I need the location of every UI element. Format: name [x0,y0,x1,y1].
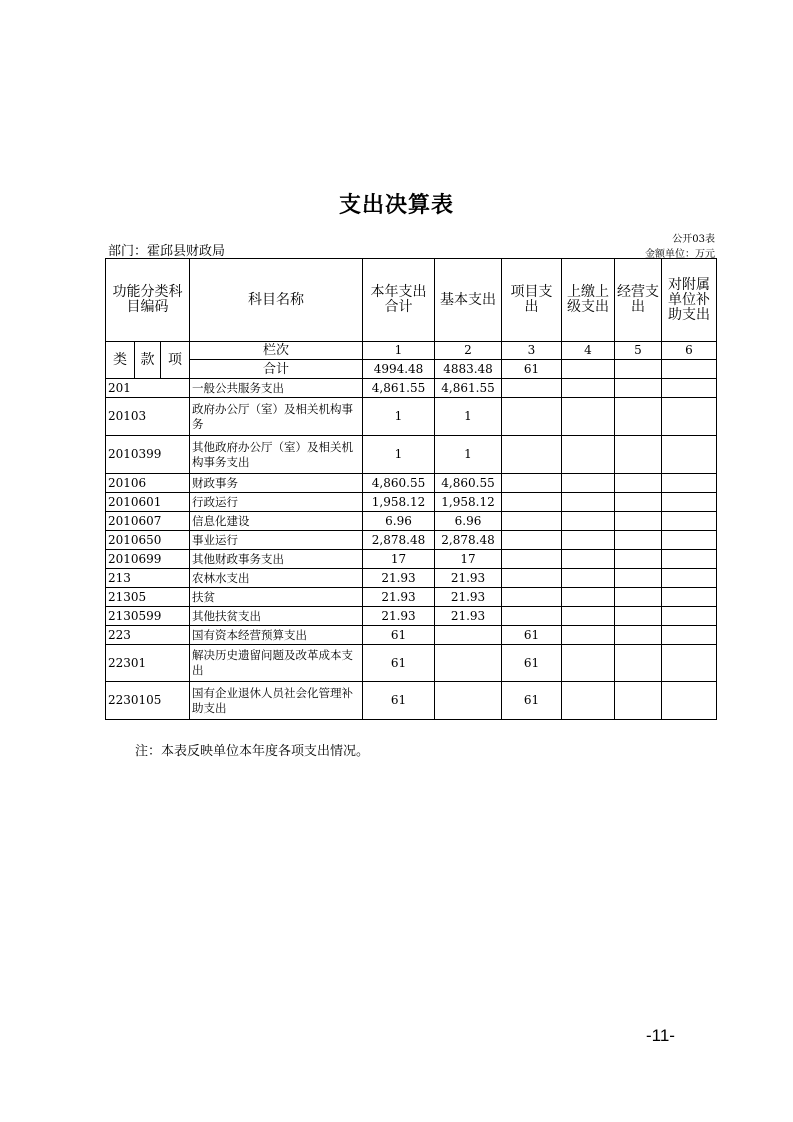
table-row [106,569,717,588]
row-business [615,436,662,474]
table-row [106,474,717,493]
row-code: 223 [106,626,190,645]
row-business [615,512,662,531]
row-name: 一般公共服务支出 [190,379,363,398]
col-num-4: 4 [562,342,615,360]
row-name: 国有企业退休人员社会化管理补助支出 [190,682,363,720]
header-project: 项目支出 [502,259,562,342]
table-row [106,682,717,720]
sum-business [615,360,662,379]
row-project [502,436,562,474]
header-basic: 基本支出 [435,259,502,342]
row-total: 61 [363,626,435,645]
row-basic: 4,861.55 [435,379,502,398]
row-subsidy [662,626,717,645]
department-label: 部门：霍邱县财政局 [108,244,226,259]
sum-subsidy [662,360,717,379]
row-basic: 1,958.12 [435,493,502,512]
table-row [106,626,717,645]
row-total: 2,878.48 [363,531,435,550]
row-total: 1 [363,398,435,436]
row-project: 61 [502,626,562,645]
row-code: 213 [106,569,190,588]
row-upper [562,645,615,682]
table-row [106,531,717,550]
row-subsidy [662,531,717,550]
row-basic: 2,878.48 [435,531,502,550]
row-name: 扶贫 [190,588,363,607]
row-upper [562,493,615,512]
row-subsidy [662,512,717,531]
col-num-6: 6 [662,342,717,360]
row-subsidy [662,436,717,474]
form-number: 公开03表 [672,234,715,245]
row-subsidy [662,607,717,626]
header-code-group: 功能分类科目编码 [106,259,190,342]
col-num-5: 5 [615,342,662,360]
row-project [502,588,562,607]
row-upper [562,398,615,436]
row-business [615,645,662,682]
row-code: 21305 [106,588,190,607]
table-row [106,607,717,626]
row-basic: 1 [435,436,502,474]
col-num-2: 2 [435,342,502,360]
row-subsidy [662,493,717,512]
row-code: 22301 [106,645,190,682]
table-row [106,512,717,531]
row-upper [562,607,615,626]
row-total: 61 [363,682,435,720]
row-total: 1,958.12 [363,493,435,512]
row-basic: 21.93 [435,588,502,607]
row-project [502,379,562,398]
row-subsidy [662,398,717,436]
table-row [106,379,717,398]
row-subsidy [662,474,717,493]
header-subsidy: 对附属单位补助支出 [662,259,717,342]
row-upper [562,531,615,550]
row-upper [562,379,615,398]
row-name: 事业运行 [190,531,363,550]
row-subsidy [662,588,717,607]
row-project [502,531,562,550]
row-basic: 21.93 [435,569,502,588]
row-total: 21.93 [363,607,435,626]
row-business [615,474,662,493]
row-basic [435,626,502,645]
column-row-label: 栏次 [190,342,363,360]
col-num-3: 3 [502,342,562,360]
table-row [106,398,717,436]
row-subsidy [662,569,717,588]
row-project [502,493,562,512]
row-code: 20106 [106,474,190,493]
table-row [106,588,717,607]
row-code: 2010650 [106,531,190,550]
row-project [502,569,562,588]
sum-label: 合计 [190,360,363,379]
row-basic: 4,860.55 [435,474,502,493]
row-project [502,512,562,531]
row-business [615,626,662,645]
row-business [615,588,662,607]
row-name: 解决历史遗留问题及改革成本支出 [190,645,363,682]
header-name: 科目名称 [190,259,363,342]
row-upper [562,474,615,493]
row-subsidy [662,379,717,398]
row-basic: 21.93 [435,607,502,626]
row-project [502,550,562,569]
row-name: 国有资本经营预算支出 [190,626,363,645]
row-total: 21.93 [363,588,435,607]
sum-project: 61 [502,360,562,379]
row-basic: 17 [435,550,502,569]
row-upper [562,682,615,720]
row-business [615,398,662,436]
row-subsidy [662,682,717,720]
row-subsidy [662,645,717,682]
expenditure-table [105,258,717,720]
page-title: 支出决算表 [338,193,454,218]
row-total: 4,861.55 [363,379,435,398]
row-total: 4,860.55 [363,474,435,493]
row-project: 61 [502,645,562,682]
row-name: 其他财政事务支出 [190,550,363,569]
header-total: 本年支出合计 [363,259,435,342]
row-code: 2230105 [106,682,190,720]
row-project [502,398,562,436]
sum-basic: 4883.48 [435,360,502,379]
header-xiang: 项 [161,342,190,379]
table-row [106,550,717,569]
footnote: 注：本表反映单位本年度各项支出情况。 [135,744,370,759]
row-upper [562,626,615,645]
row-project: 61 [502,682,562,720]
row-business [615,550,662,569]
row-project [502,474,562,493]
row-business [615,531,662,550]
row-upper [562,512,615,531]
row-name: 政府办公厅（室）及相关机构事务 [190,398,363,436]
col-num-1: 1 [363,342,435,360]
table-row [106,493,717,512]
row-code: 2130599 [106,607,190,626]
row-basic [435,645,502,682]
page-number: -11- [646,1026,675,1045]
row-upper [562,588,615,607]
row-subsidy [662,550,717,569]
row-business [615,682,662,720]
row-name: 农林水支出 [190,569,363,588]
row-code: 2010601 [106,493,190,512]
row-total: 61 [363,645,435,682]
row-total: 6.96 [363,512,435,531]
row-upper [562,569,615,588]
row-code: 2010607 [106,512,190,531]
row-total: 17 [363,550,435,569]
header-upper: 上缴上级支出 [562,259,615,342]
row-business [615,607,662,626]
row-business [615,569,662,588]
sum-upper [562,360,615,379]
row-basic: 1 [435,398,502,436]
header-business: 经营支出 [615,259,662,342]
row-code: 201 [106,379,190,398]
row-business [615,379,662,398]
row-code: 2010699 [106,550,190,569]
header-lei: 类 [106,342,135,379]
row-upper [562,436,615,474]
row-basic [435,682,502,720]
table-row [106,645,717,682]
row-name: 其他扶贫支出 [190,607,363,626]
header-kuan: 款 [135,342,161,379]
amount-unit: 金额单位：万元 [645,249,715,260]
row-business [615,493,662,512]
row-code: 20103 [106,398,190,436]
row-name: 财政事务 [190,474,363,493]
row-code: 2010399 [106,436,190,474]
row-basic: 6.96 [435,512,502,531]
row-name: 行政运行 [190,493,363,512]
sum-total: 4994.48 [363,360,435,379]
row-project [502,607,562,626]
row-total: 21.93 [363,569,435,588]
row-name: 其他政府办公厅（室）及相关机构事务支出 [190,436,363,474]
row-total: 1 [363,436,435,474]
table-row [106,436,717,474]
row-name: 信息化建设 [190,512,363,531]
row-upper [562,550,615,569]
